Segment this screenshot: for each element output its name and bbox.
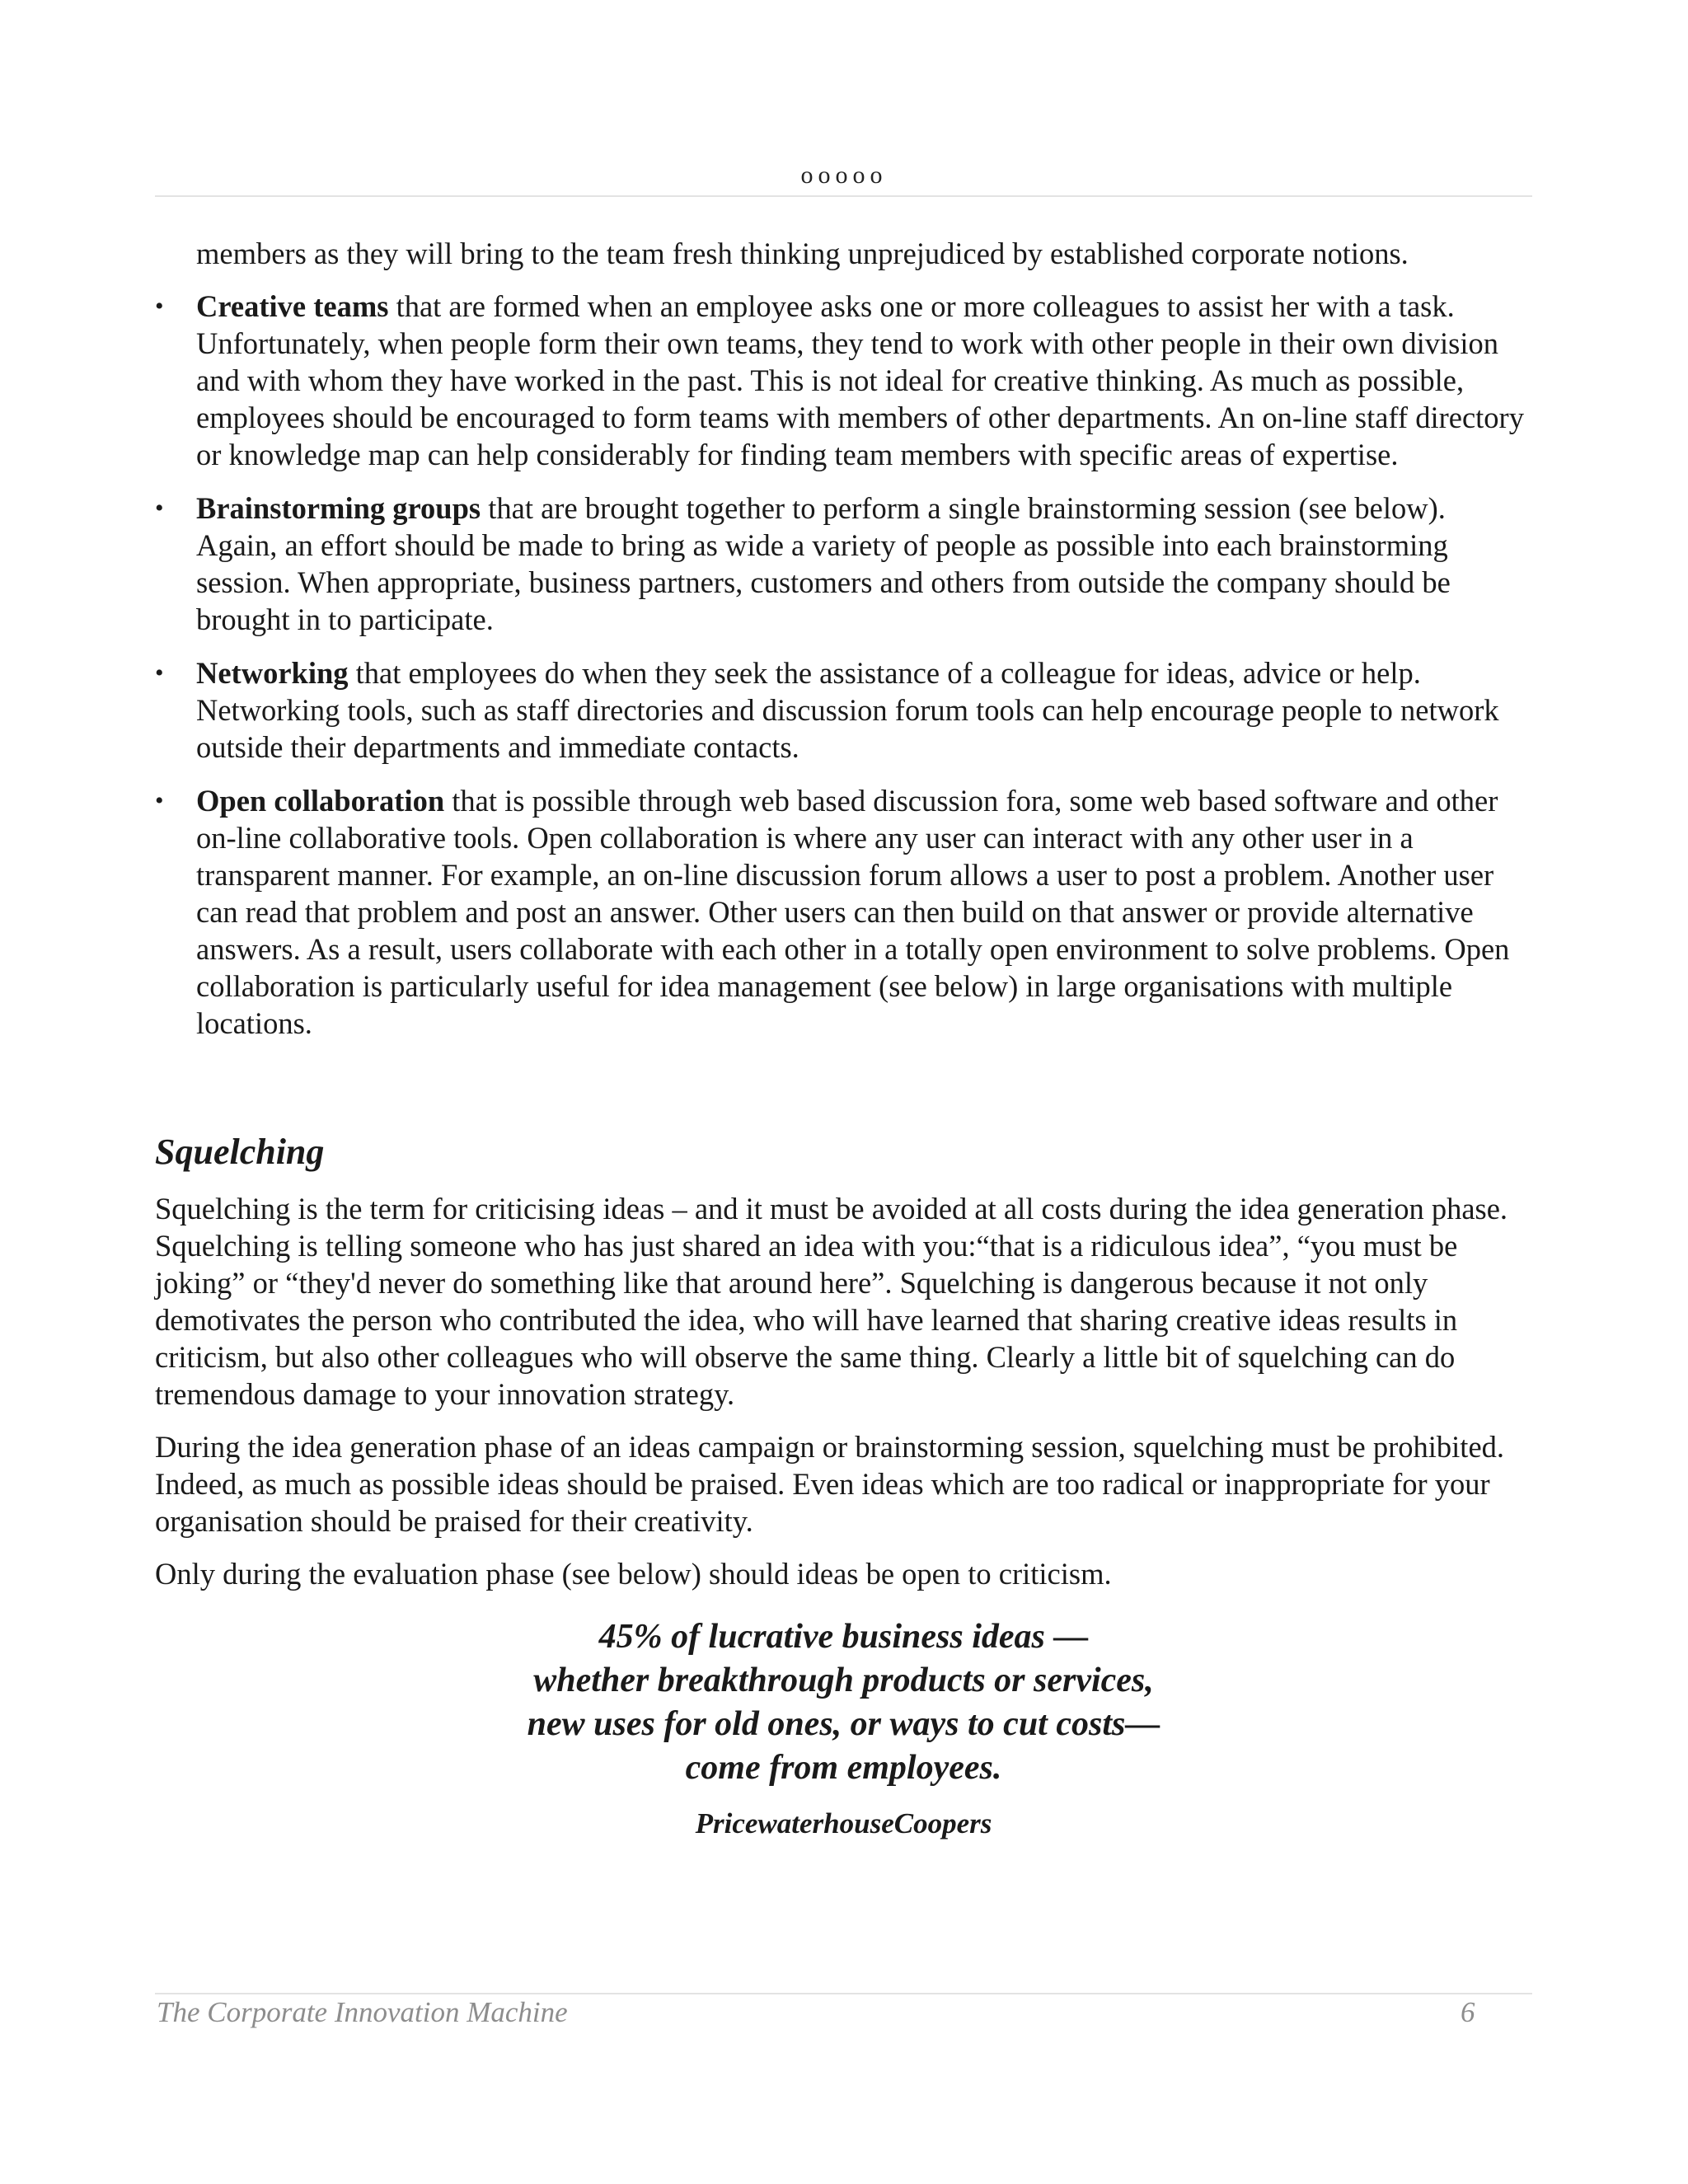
continuation-text: members as they will bring to the team fresh thinking unprejudiced by established corporate notions.	[196, 237, 1409, 270]
paragraph: Squelching is the term for criticising ideas – and it must be avoided at all costs during the idea generation phase. Squelching is telling someone who has just shared an idea with you:“that is a ridiculous idea”, “you must be joking” or “they'd never do something like that around here”. Squelching is dangerous because it not only demotivates the person who contributed the idea, who will have learned that sharing creative ideas results in criticism, but also other colleagues who will observe the same thing. Clearly a little bit of squelching can do tremendous damage to your innovation strategy.	[155, 1192, 1508, 1411]
bullet-icon: •	[155, 659, 164, 687]
quote-line: new uses for old ones, or ways to cut costs—	[527, 1705, 1160, 1743]
section-heading: Squelching	[155, 1132, 325, 1172]
bullet-text: that are brought together to perform a single brainstorming session (see below). Again, an effort should be made to bring as wide a variety of people as possible into each brainstorming session. When appropriate, business partners, customers and others from outside the company should be brought in to participate.	[196, 491, 1451, 636]
page-body	[155, 235, 1532, 1842]
paragraph: Only during the evaluation phase (see below) should ideas be open to criticism.	[155, 1557, 1112, 1591]
bullet-term: Open collaboration	[196, 784, 445, 818]
list-item	[155, 782, 1532, 1042]
quote-attribution: PricewaterhouseCoopers	[695, 1807, 992, 1840]
footer-rule	[155, 1993, 1532, 1994]
bullet-term: Brainstorming groups	[196, 491, 481, 525]
bullet-icon: •	[155, 494, 164, 522]
quote-line: whether breakthrough products or services,	[533, 1661, 1154, 1699]
pull-quote	[279, 1615, 1409, 1790]
bullet-list	[155, 288, 1532, 1042]
bullet-text: that employees do when they seek the assistance of a colleague for ideas, advice or help. Networking tools, such as staff directories and discussion forum tools can help encourage people to network outside their departments and immediate contacts.	[196, 656, 1499, 764]
list-item	[155, 490, 1532, 638]
bullet-term: Networking	[196, 656, 349, 690]
bullet-icon: •	[155, 293, 164, 320]
bullet-term: Creative teams	[196, 289, 389, 323]
bullet-icon: •	[155, 787, 164, 814]
paragraph: During the idea generation phase of an ideas campaign or brainstorming session, squelching must be prohibited. Indeed, as much as possible ideas should be praised. Even ideas which are too radical or inappropriate for your organisation should be praised for their creativity.	[155, 1430, 1505, 1538]
bullet-text: that are formed when an employee asks one or more colleagues to assist her with a task. Unfortunately, when people form their own teams, they tend to work with other people in their own division and with whom they have worked in the past. This is not ideal for creative thinking. As much as possible, employees should be encouraged to form teams with members of other departments. An on-line staff directory or knowledge map can help considerably for finding team members with specific areas of expertise.	[196, 289, 1524, 471]
list-item	[155, 654, 1532, 766]
header-rule	[155, 195, 1532, 197]
footer-title: The Corporate Innovation Machine	[157, 1996, 568, 2028]
quote-line: 45% of lucrative business ideas —	[598, 1618, 1089, 1656]
header-ornament: ooooo	[800, 162, 888, 189]
quote-line: come from employees.	[685, 1749, 1002, 1787]
list-item	[155, 288, 1532, 473]
bullet-text: that is possible through web based discussion fora, some web based software and other on-line collaborative tools. Open collaboration is where any user can interact with any other user in a transparent manner. For example, an on-line discussion forum allows a user to post a problem. Another user can read that problem and post an answer. Other users can then build on that answer or provide alternative answers. As a result, users collaborate with each other in a totally open environment to solve problems. Open collaboration is particularly useful for idea management (see below) in large organisations with multiple locations.	[196, 784, 1510, 1040]
page-number: 6	[1461, 1996, 1475, 2028]
